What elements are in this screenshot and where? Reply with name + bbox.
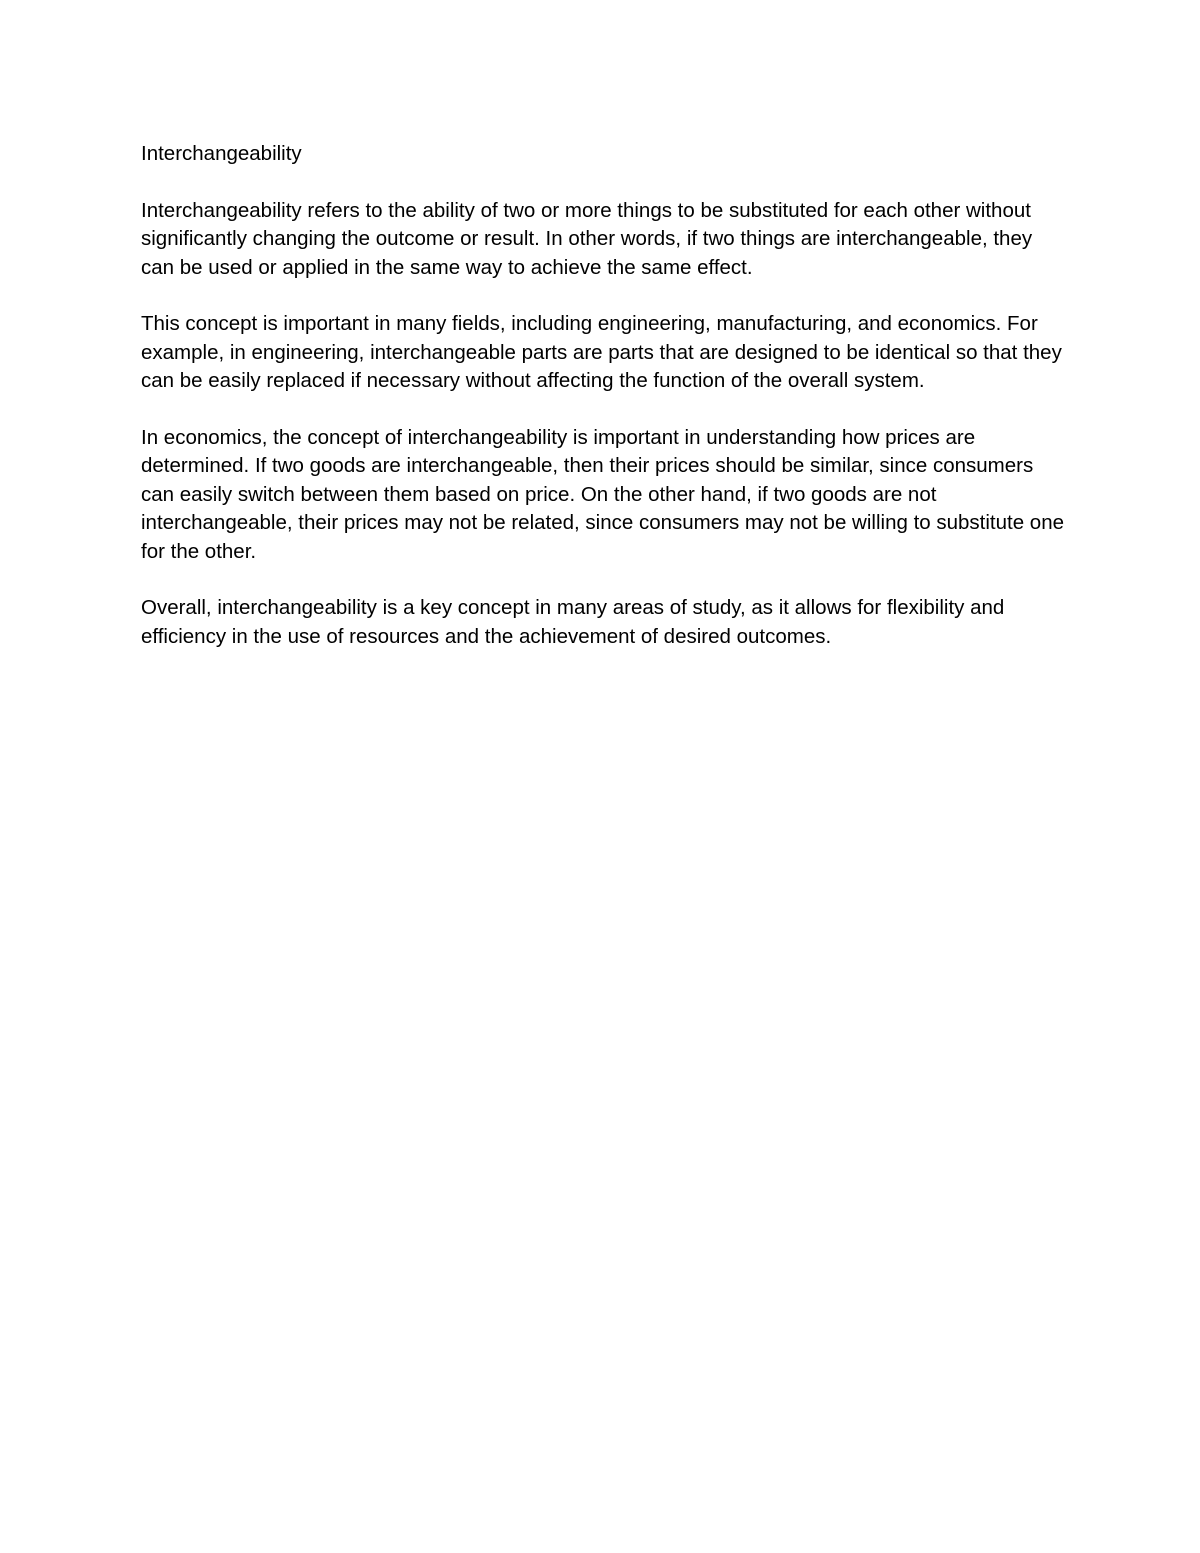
paragraph-engineering: This concept is important in many fields, including engineering, manufacturing, and economics. For example, in engineering, interchangeable parts are parts that are designed to be identical so that they can be easily replaced if necessary without affecting the function of the overall system. [141, 312, 1062, 393]
document-title: Interchangeability [141, 142, 302, 165]
document-body [141, 140, 1066, 680]
paragraph-conclusion: Overall, interchangeability is a key concept in many areas of study, as it allows for flexibility and efficiency in the use of resources and the achievement of desired outcomes. [141, 596, 1005, 648]
paragraph-definition: Interchangeability refers to the ability of two or more things to be substituted for each other without significantly changing the outcome or result. In other words, if two things are interchangeable, they can be used or applied in the same way to achieve the same effect. [141, 198, 1033, 279]
paragraph-economics: In economics, the concept of interchangeability is important in understanding how prices are determined. If two goods are interchangeable, then their prices should be similar, since consumers can easily switch between them based on price. On the other hand, if two goods are not interchangeable, their prices may not be related, since consumers may not be willing to substitute one for the other. [141, 426, 1065, 563]
